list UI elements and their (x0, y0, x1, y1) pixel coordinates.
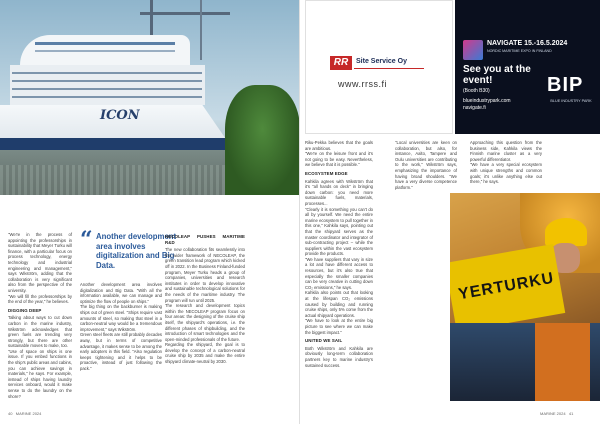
pull-quote: Another development area involves digitalization and Big Data. (96, 232, 177, 270)
left-col-4-text: The new collaboration fits seamlessly into the wider framework of NECOLEAP, the green transition lead program which kicked off in 2022. In the Business Finland-funded program, Meyer Turku heads a group of companies, universities and research institutes in order to develop innovative and sustainable technological solutions for the needs of the maritime industry. The program will run until 2025. The research and development topics within the NECOLEAP program focus on four areas: the designing of the cruise ship itself, the shipyard's operations, i.e. the different phases of shipbuilding, and the introduction of smart technologies and the open-minded professionals of the future. Regarding the shipyard, the goal is to develop the concept of a carbon-neutral cruise ship by 2035 and make the entire shipyard climate-neutral by 2030. (165, 247, 245, 365)
bip-url-2-link[interactable]: navigate.fi (463, 105, 486, 111)
rrss-url-link[interactable]: www.rrss.fi (338, 79, 387, 89)
left-col-3-text: Another development area involves digitalization and Big Data. "With all the information available, we can manage and optimize the flow of people on ships." The big thing on the backburner is making ships out of green steel. "Ships require vast amounts of steel, so making that steel in a carbon-neutral way would be a tremendous improvement," says Wikström. Green steel fleets are still probably decades away, but in terms of competitive advantage, it makes sense to be among the early adopters in this field. "Also regulation keeps tightening and it helps to be proactive, instead of just following the pack." (80, 282, 162, 371)
right-col-2 (395, 140, 457, 193)
hard-hat-icon (545, 218, 587, 246)
rrss-company: Site Service Oy (356, 58, 407, 65)
right-page-number: 41 (568, 411, 574, 416)
heading-necoleap: NECOLEAP PUSHES MARITIME R&D (165, 234, 245, 245)
bip-logo-sub: BLUE INDUSTRY PARK (550, 99, 592, 103)
rrss-ad[interactable] (305, 0, 453, 134)
left-col-1 (8, 232, 72, 402)
left-col-3 (80, 282, 162, 375)
ship-name-text: ICON (100, 108, 140, 123)
worker-photo (450, 193, 600, 401)
rrss-divider (354, 68, 424, 69)
navigate-logo-icon (463, 40, 483, 60)
digging-text: Talking about ways to cut down carbon in the marine industry, Wikström acknowledges that green fuels are trending very strongly, but there are other sustainable moves to make, too. "Use of space on ships is one issue. If you embed functions in the ship's public areas and cabins, you can achieve savings in materials," he says. For example, instead of ships having laundry services onboard, would it make sense to do the laundry on the shore? (8, 315, 72, 399)
bip-url-1-link[interactable]: blueindustrypark.com (463, 98, 511, 104)
navigate-event: NAVIGATE 15.-16.5.2024 (487, 40, 568, 47)
right-col-1-text: Riku-Pekka believes that the goals are ambitious. "We're on the leisure front and it's not going to be easy. Nevertheless, we believe that it is possible." (305, 140, 373, 168)
cruise-ship-photo (0, 0, 300, 195)
right-col-3-text: Approaching this question from the business side, Kahkila views the Finnish marine cluster as a very powerful differentiator. "We have a very special ecosystem with unique strengths and common goals; it's unlike anything else out there," he says. (470, 140, 542, 185)
rrss-logo-icon: RR (330, 56, 352, 70)
bip-ad[interactable] (455, 0, 600, 134)
photo-sign-text: YERTURKU (457, 269, 556, 304)
right-col-1-text-b: Kahkila agrees with Wikström that it's "all hands on deck" in bringing down carbon: you need more sustainable fuels, materials, processes... "Clearly it is something you can't do all by yourself. We need the entire marine ecosystem to pull together in this one," Kahkila says, pointing out that the shipyard serves as the master coordinator and integrator of sub-contracting project – while the suppliers within the vast ecosystem provide the products. "We have suppliers that vary in size a lot and have different access to resources, but it's also true that especially the smaller companies can be very creative in cutting down CO₂ emissions," he says. Kahkila also points out that looking at the lifespan CO₂ emissions caused by building and running cruise ships, only 5% come from the actual shipyard operations. "We have to look at the entire big picture to see where we can make the biggest impact." (305, 178, 373, 335)
heading-united-we-sail: UNITED WE SAIL (305, 338, 343, 344)
quote-mark-icon: “ (80, 227, 93, 253)
left-page-number: 40 (8, 411, 13, 416)
see-you-text: See you at the event! (463, 64, 531, 86)
left-folio (8, 411, 41, 416)
booth-text: (Booth B30) (463, 88, 490, 94)
navigate-subtitle: NORDIC MARITIME EXPO IN FINLAND (487, 49, 552, 53)
quote-col-1: "We're in the process of appointing the professorships in sustainability that Meyer Turku will finance, with a particular focus on process technology, energy technology and industrial engineering and management," says Wikström, adding that the collaboration is very significant also from the perspective of the university. "We will fill the professorships by the end of the year," he believes. (8, 232, 72, 305)
heading-digging-deep: DIGGING DEEP (8, 307, 42, 313)
bip-logo: BIP (547, 74, 584, 96)
left-magazine-name: MARINE 2024 (15, 411, 42, 416)
right-col-2-text: "Local universities are keen on collaboration, but also, for instance, Aalto, Tampere and Oulu universities are contributing to the work," Wikström says, emphasizing the importance of having broad shoulders. "We have a very diverse competence platform." (395, 140, 457, 190)
heading-ecosystem-edge: ECOSYSTEM EDGE (305, 170, 348, 176)
right-col-3 (470, 140, 542, 188)
left-col-4 (165, 232, 245, 368)
right-col-1 (305, 140, 373, 371)
right-folio (540, 411, 573, 416)
united-text: Both Wikström and Kahkila are obviously long-term collaboration partners key to marine industry's sustained success. (305, 345, 373, 368)
right-magazine-name: MARINE 2024 (540, 411, 566, 416)
